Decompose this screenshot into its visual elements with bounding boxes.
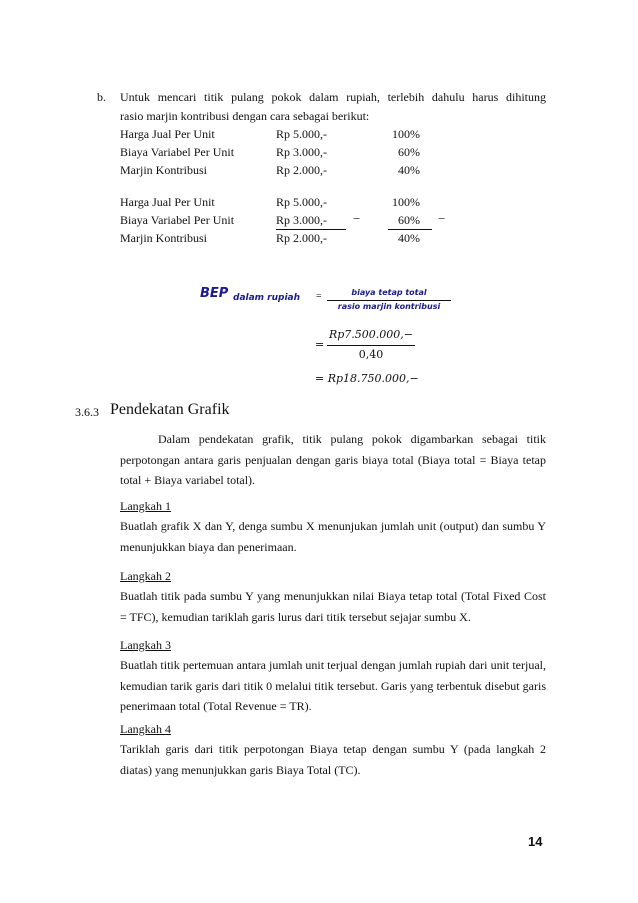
step-heading: Langkah 4 [120,722,171,736]
section-b-intro-line1: Untuk mencari titik pulang pokok dalam rupiah, terlebih dahulu harus dihitung [120,90,546,104]
table1-amount: Rp 2.000,- [276,163,327,177]
step-heading: Langkah 2 [120,569,171,583]
equals-sign: = [316,291,322,302]
section-number: 3.6.3 [75,405,99,419]
equals-sign: = [315,338,325,351]
table1-amount: Rp 5.000,- [276,127,327,141]
table1-pct: 40% [398,163,420,177]
step-text: Buatlah titik pertemuan antara jumlah unit terjual dengan jumlah rupiah dari unit terjual, kemudian tarik garis dari titik 0 melalui titik tersebut. Garis yang terbentuk disebut garis penerimaan total (Total Revenue = TR). [120,658,546,713]
step2-numerator: Rp7.500.000,− [328,328,414,341]
table1-pct: 100% [392,127,420,141]
table2-amount: Rp 2.000,- [276,231,327,245]
section-intro-paragraph: Dalam pendekatan grafik, titik pulang pokok digambarkan sebagai titik perpotongan antara garis penjualan dengan garis biaya total (Biaya total = Biaya tetap total + Biaya variabel total). [120,432,546,487]
table1-label: Marjin Kontribusi [120,163,207,177]
formula-numerator: biaya tetap total [351,288,427,297]
table1-label: Harga Jual Per Unit [120,127,215,141]
fraction-bar [327,345,415,346]
step-heading: Langkah 1 [120,499,171,513]
table2-pct: 60% [398,213,420,227]
step-heading: Langkah 3 [120,638,171,652]
table2-pct: 100% [392,195,420,209]
formula-denominator: rasio marjin kontribusi [337,302,441,311]
section-b-intro-line2: rasio marjin kontribusi dengan cara sebagai berikut: [120,109,370,123]
formula-result: = Rp18.750.000,− [315,372,419,385]
bep-symbol: BEP [200,286,229,301]
table1-label: Biaya Variabel Per Unit [120,145,235,159]
table2-label: Marjin Kontribusi [120,231,207,245]
step-text: Tariklah garis dari titik perpotongan Biaya tetap dengan sumbu Y (pada langkah 2 diatas) yang menunjukkan garis Biaya Total (TC). [120,742,546,777]
table2-amount: Rp 3.000,- [276,213,327,227]
subtraction-rule [276,229,346,230]
table2-label: Biaya Variabel Per Unit [120,213,235,227]
step2-denominator: 0,40 [358,348,384,361]
table2-amount: Rp 5.000,- [276,195,327,209]
section-title: Pendekatan Grafik [110,401,230,418]
table2-label: Harga Jual Per Unit [120,195,215,209]
step-text: Buatlah grafik X dan Y, denga sumbu X menunjukan jumlah unit (output) dan sumbu Y menunjukkan biaya dan penerimaan. [120,519,546,554]
table2-pct: 40% [398,231,420,245]
fraction-bar [327,300,451,301]
minus-sign: − [438,211,446,226]
step-text: Buatlah titik pada sumbu Y yang menunjukkan nilai Biaya tetap total (Total Fixed Cost = TFC), kemudian tariklah garis lurus dari titik tersebut sejajar sumbu X. [120,589,546,624]
list-marker-b: b. [97,90,106,104]
table1-pct: 60% [398,145,420,159]
page-number: 14 [528,834,543,849]
subtraction-rule [388,229,432,230]
table1-amount: Rp 3.000,- [276,145,327,159]
bep-subscript: dalam rupiah [233,293,301,303]
minus-sign: − [353,211,361,226]
